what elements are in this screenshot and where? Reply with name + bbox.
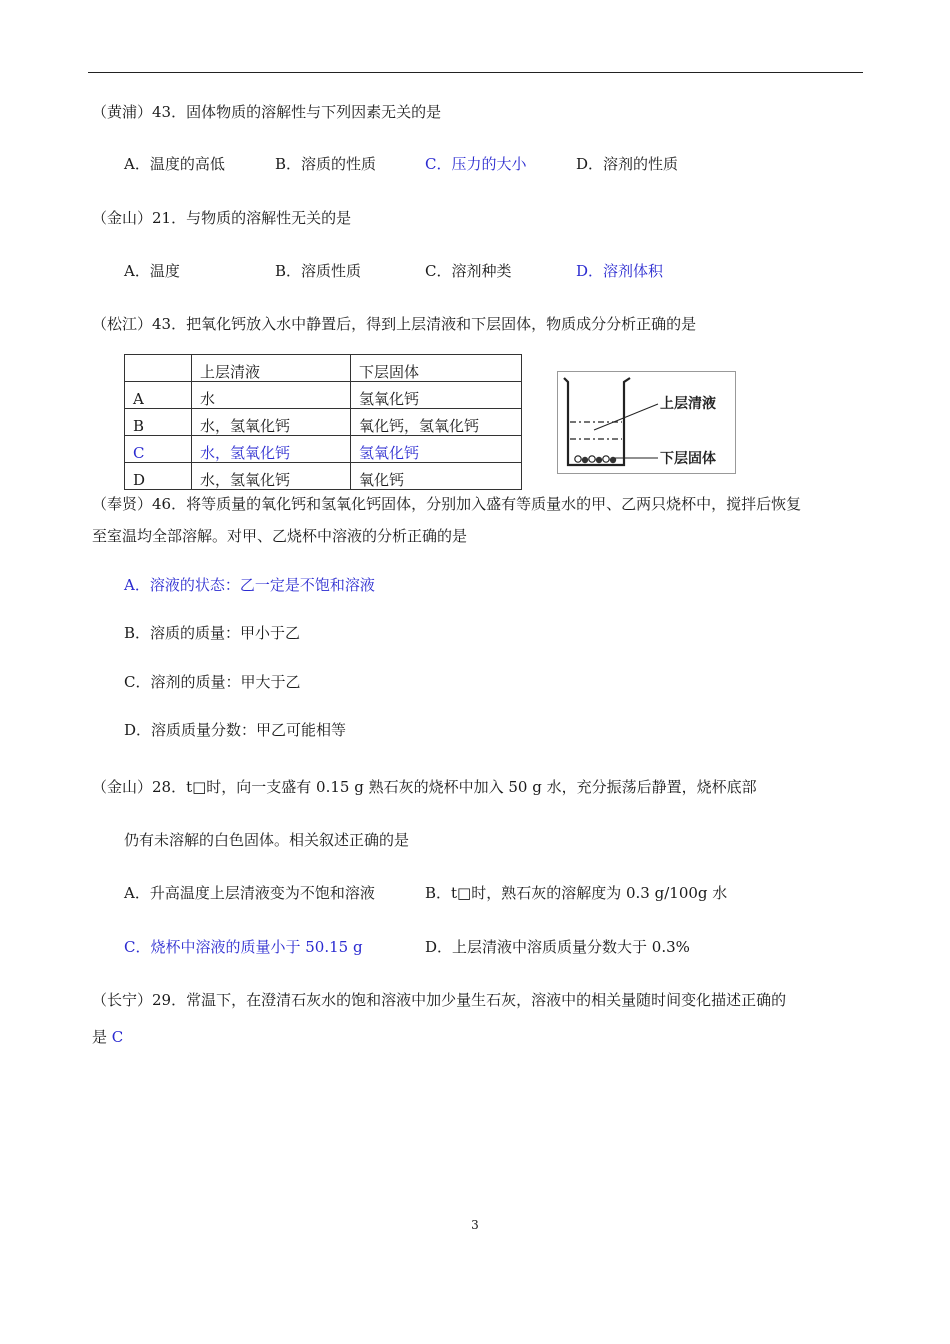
option-a: A．升高温度上层清液变为不饱和溶液 [124, 884, 375, 902]
question-stem-continued: 至室温均全部溶解。对甲、乙烧杯中溶液的分析正确的是 [92, 527, 468, 545]
table-header-cell: 上层清液 [192, 355, 351, 382]
option-b: B．溶质性质 [275, 262, 362, 280]
option-d: D．溶剂的性质 [576, 155, 679, 173]
table-cell: 氢氧化钙 [351, 436, 522, 463]
lower-solid-label: 下层固体 [660, 451, 716, 467]
table-cell [125, 355, 192, 382]
option-c: C．溶剂种类 [425, 262, 512, 280]
table-cell: 氧化钙 [351, 463, 522, 490]
table-cell: D [125, 463, 192, 490]
option-c-answer: C．压力的大小 [425, 155, 527, 173]
table-row [125, 382, 522, 409]
upper-liquid-label: 上层清液 [660, 396, 716, 412]
answer-mark: C [111, 1028, 124, 1046]
option-c-answer: C．烧杯中溶液的质量小于 50.15 g [124, 938, 363, 956]
option-d: D．上层清液中溶质质量分数大于 0.3% [425, 938, 690, 956]
option-a: A．温度 [124, 262, 180, 280]
table-cell: 氧化钙，氢氧化钙 [351, 409, 522, 436]
option-d: D．溶质质量分数：甲乙可能相等 [124, 721, 347, 739]
option-d-answer: D．溶剂体积 [576, 262, 664, 280]
option-b: B．溶质的质量：甲小于乙 [124, 624, 301, 642]
question-stem: （金山）21．与物质的溶解性无关的是 [92, 209, 352, 227]
option-b: B．溶质的性质 [275, 155, 377, 173]
table-cell: C [125, 436, 192, 463]
table-cell: 水，氢氧化钙 [192, 409, 351, 436]
question-stem-continued: 仍有未溶解的白色固体。相关叙述正确的是 [124, 831, 410, 849]
table-cell: 氢氧化钙 [351, 382, 522, 409]
question-stem: （奉贤）46．将等质量的氧化钙和氢氧化钙固体，分别加入盛有等质量水的甲、乙两只烧杯中，搅拌后恢复 [92, 495, 802, 513]
page-number: 3 [471, 1218, 479, 1232]
table-header-cell: 下层固体 [351, 355, 522, 382]
option-c: C．溶剂的质量：甲大于乙 [124, 673, 301, 691]
table-cell: A [125, 382, 192, 409]
table-cell: 水，氢氧化钙 [192, 436, 351, 463]
option-b: B．t□时，熟石灰的溶解度为 0.3 g/100g 水 [425, 884, 728, 902]
beaker-figure [557, 371, 736, 474]
table-cell: 水，氢氧化钙 [192, 463, 351, 490]
stem-prefix: 是 [92, 1028, 112, 1046]
table-header-row [125, 355, 522, 382]
question-stem: （长宁）29．常温下，在澄清石灰水的饱和溶液中加少量生石灰，溶液中的相关量随时间变化描述正确的 [92, 991, 787, 1009]
table-row [125, 463, 522, 490]
table-row-answer [125, 436, 522, 463]
answer-table [124, 354, 522, 490]
beaker-icon [558, 372, 735, 473]
header-rule [88, 72, 863, 73]
option-a: A．温度的高低 [124, 155, 225, 173]
table-cell: 水 [192, 382, 351, 409]
table-cell: B [125, 409, 192, 436]
question-stem: （松江）43．把氧化钙放入水中静置后，得到上层清液和下层固体，物质成分分析正确的是 [92, 315, 697, 333]
option-a-answer: A．溶液的状态：乙一定是不饱和溶液 [124, 576, 375, 594]
table-row [125, 409, 522, 436]
question-stem: （黄浦）43．固体物质的溶解性与下列因素无关的是 [92, 103, 442, 121]
question-stem: （金山）28．t□时，向一支盛有 0.15 g 熟石灰的烧杯中加入 50 g 水，充分振荡后静置，烧杯底部 [92, 778, 757, 796]
question-stem-continued [92, 1027, 123, 1047]
